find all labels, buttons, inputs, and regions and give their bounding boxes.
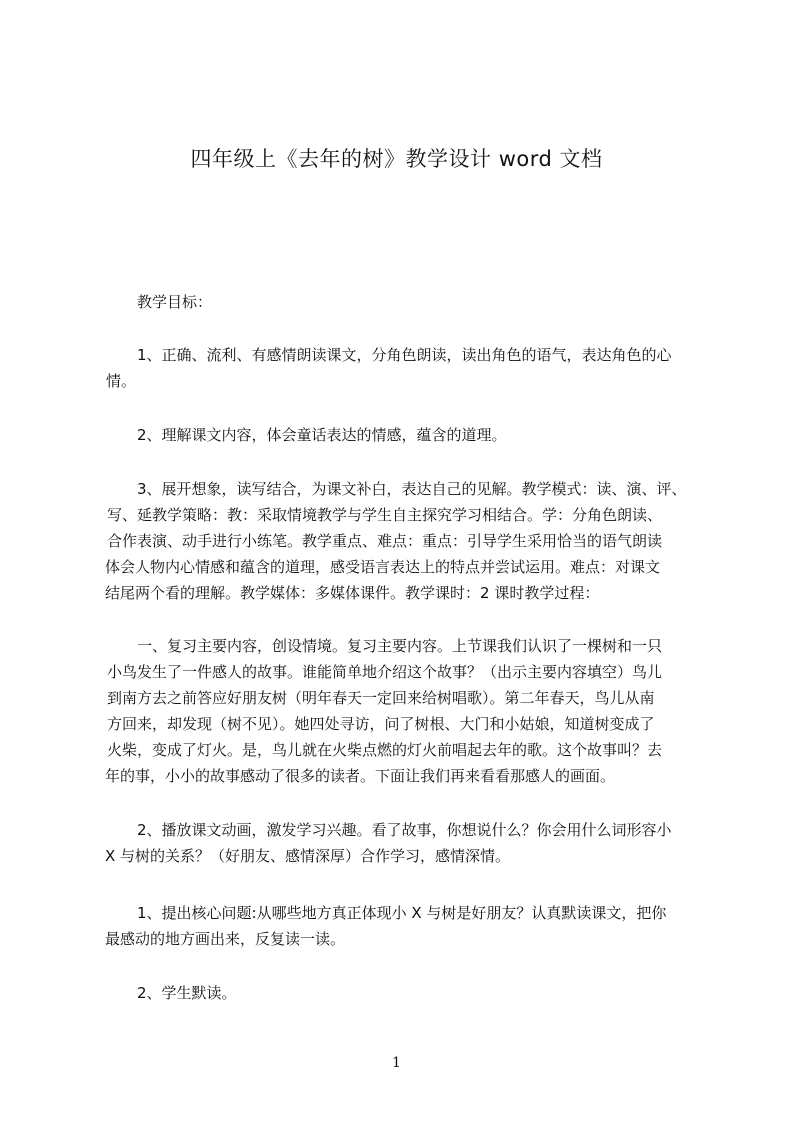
section-3-line-1: 1、提出核心问题:从哪些地方真正体现小 X 与树是好朋友？认真默读课文，把你 bbox=[137, 904, 667, 922]
document-title: 四年级上《去年的树》教学设计 word 文档 bbox=[190, 147, 603, 171]
section-4: 2、学生默读。 bbox=[137, 984, 237, 1002]
section-1-line-3: 到南方去之前答应好朋友树（明年春天一定回来给树唱歌）。第二年春天，鸟儿从南 bbox=[107, 689, 655, 707]
objective-3-line-2: 写、延教学策略：教：采取情境教学与学生自主探究学习相结合。学：分角色朗读、 bbox=[107, 506, 663, 524]
objectives-heading: 教学目标： bbox=[137, 293, 213, 311]
objective-3-line-1: 3、展开想象，读写结合，为课文补白，表达自己的见解。教学模式：读、演、评、 bbox=[137, 480, 687, 498]
section-2-line-1: 2、播放课文动画，激发学习兴趣。看了故事，你想说什么？你会用什么词形容小 bbox=[137, 821, 672, 839]
section-1-line-1: 一、复习主要内容，创设情境。复习主要内容。上节课我们认识了一棵树和一只 bbox=[137, 637, 663, 655]
page-number: 1 bbox=[392, 1055, 401, 1071]
objective-3-line-3: 合作表演、动手进行小练笔。教学重点、难点：重点：引导学生采用恰当的语气朗读 bbox=[107, 532, 663, 550]
section-1-line-4: 方回来，却发现（树不见）。她四处寻访，问了树根、大门和小姑娘，知道树变成了 bbox=[107, 715, 655, 733]
section-1-line-2: 小鸟发生了一件感人的故事。谁能简单地介绍这个故事？（出示主要内容填空）鸟儿 bbox=[107, 663, 663, 681]
objective-1-line-2: 情。 bbox=[106, 372, 137, 390]
objective-2: 2、理解课文内容，体会童话表达的情感，蕴含的道理。 bbox=[137, 426, 507, 444]
section-1-line-6: 年的事，小小的故事感动了很多的读者。下面让我们再来看看那感人的画面。 bbox=[105, 767, 616, 785]
section-3-line-2: 最感动的地方画出来，反复读一读。 bbox=[105, 930, 346, 948]
objective-1-line-1: 1、正确、流利、有感情朗读课文，分角色朗读，读出角色的语气，表达角色的心 bbox=[137, 346, 672, 364]
objective-3-line-5: 结尾两个看的理解。教学媒体：多媒体课件。教学课时：2 课时教学过程： bbox=[105, 584, 600, 602]
section-2-line-2: X 与树的关系？（好朋友、感情深厚）合作学习，感情深情。 bbox=[105, 847, 511, 865]
section-1-line-5: 火柴，变成了灯火。是，鸟儿就在火柴点燃的灯火前唱起去年的歌。这个故事叫？去 bbox=[107, 741, 663, 759]
objective-3-line-4: 体会人物内心情感和蕴含的道理，感受语言表达上的特点并尝试运用。难点：对课文 bbox=[105, 558, 661, 576]
